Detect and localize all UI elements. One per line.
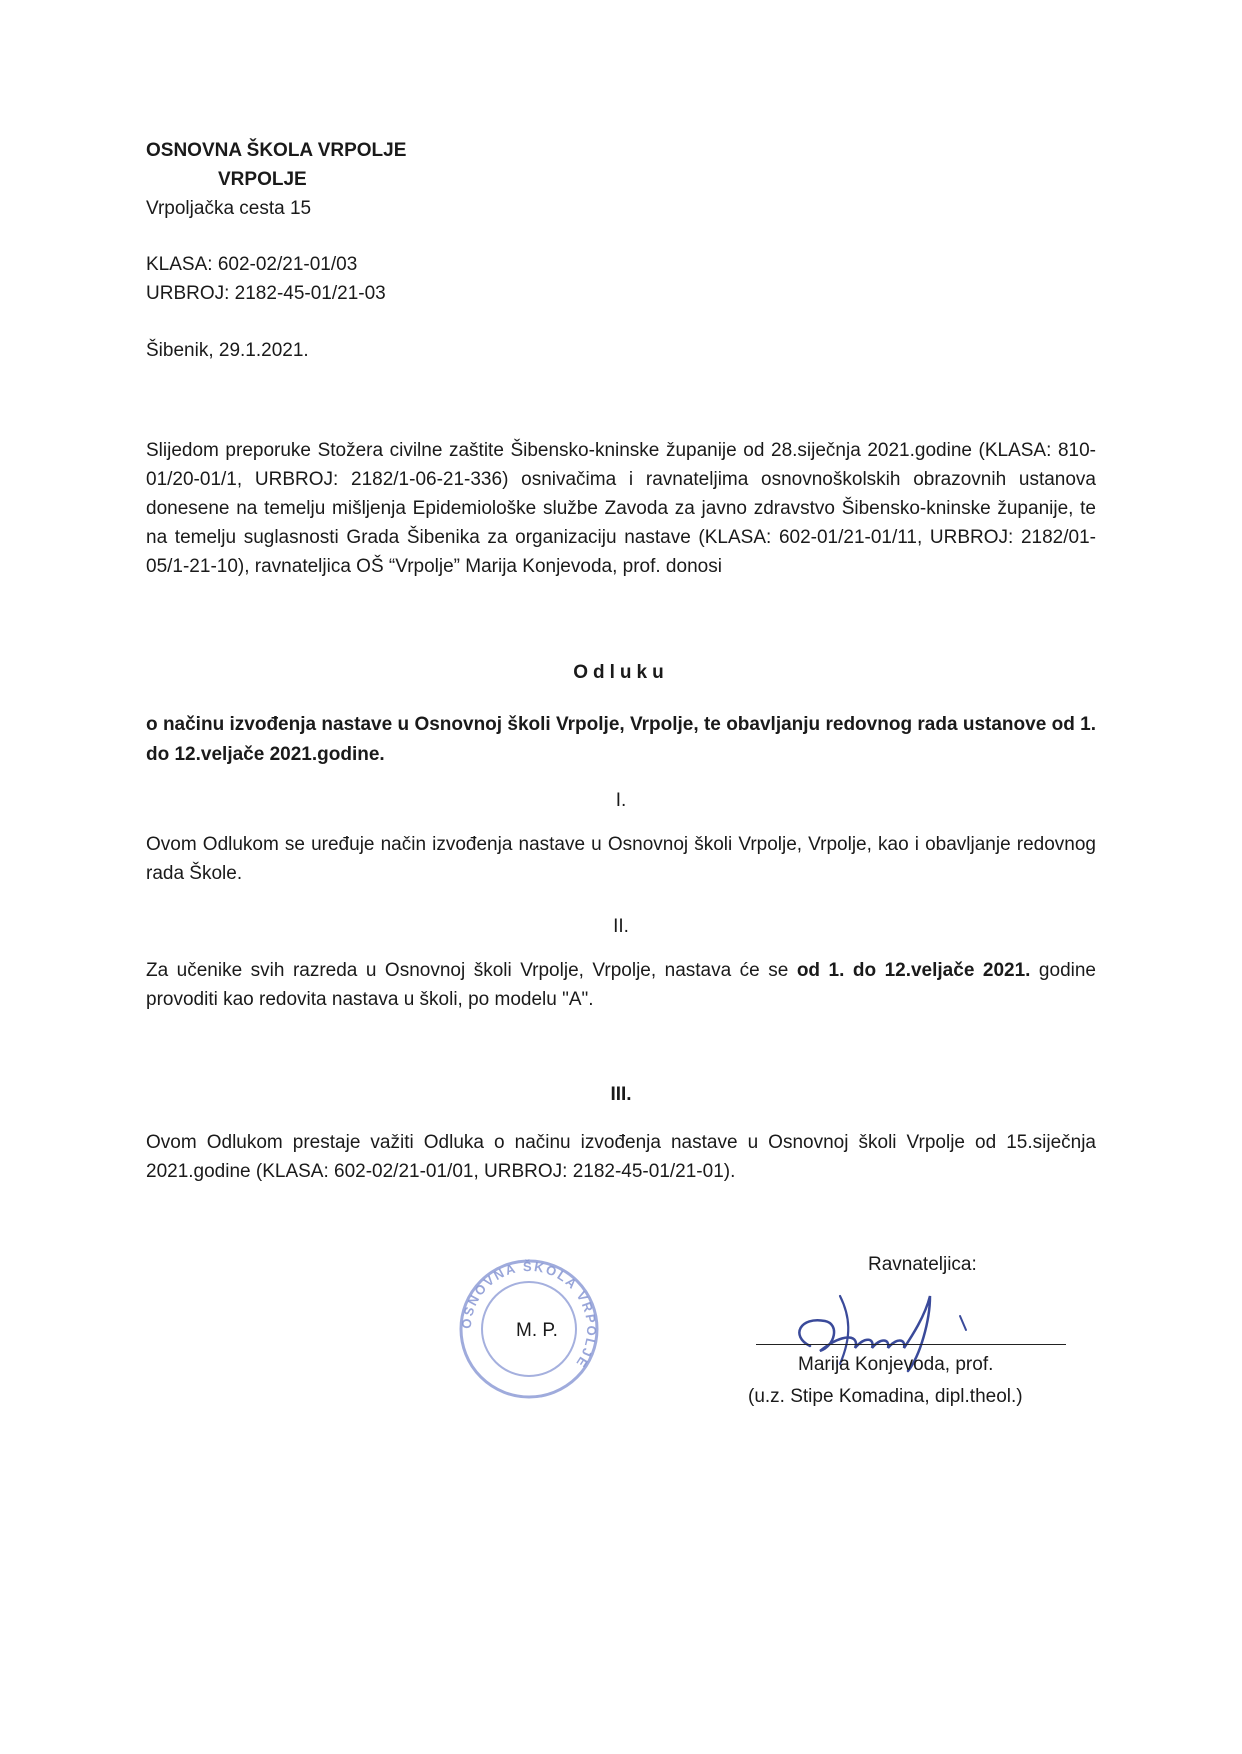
signature-line — [756, 1344, 1066, 1345]
klasa-number: KLASA: 602-02/21-01/03 — [146, 254, 358, 275]
intro-paragraph: Slijedom preporuke Stožera civilne zaštite Šibensko-kninske županije od 28.siječnja 2021.godine (KLASA: 810-01/20-01/1, URBROJ: 2182/1-06-21-336) osnivačima i ravnateljima osnovnoškolskih obrazovnih ustanova donesene na temelju mišljenja Epidemiološke službe Zavoda za javno zdravstvo Šibensko-kninske županije, te na temelju suglasnosti Grada Šibenika za organizaciju nastave (KLASA: 602-01/21-01/11, URBROJ: 2182/01-05/1-21-10), ravnateljica OŠ “Vrpolje” Marija Konjevoda, prof. donosi — [146, 440, 1096, 577]
letterhead — [146, 136, 406, 223]
decision-subtitle: o načinu izvođenja nastave u Osnovnoj školi Vrpolje, Vrpolje, te obavljanju redovnog rada ustanove od 1. do 12.veljače 2021.godine. — [146, 714, 1096, 765]
section-2-text-dates: od 1. do 12.veljače 2021. — [796, 960, 1031, 981]
stamp-label: M. P. — [516, 1320, 558, 1341]
section-2-text-after: godine provoditi kao redovita nastava u školi, po modelu "A". — [146, 960, 1096, 1010]
section-2-number: II. — [613, 916, 629, 937]
school-address: Vrpoljačka cesta 15 — [146, 198, 312, 219]
section-3-number: III. — [610, 1084, 632, 1105]
section-1-text: Ovom Odlukom se uređuje način izvođenja nastave u Osnovnoj školi Vrpolje, Vrpolje, kao i obavljanje redovnog rada Škole. — [146, 834, 1096, 884]
school-name: OSNOVNA ŠKOLA VRPOLJE — [146, 140, 407, 161]
school-town: VRPOLJE — [218, 169, 307, 190]
reference-block — [146, 250, 386, 308]
signatory-substitute: (u.z. Stipe Komadina, dipl.theol.) — [748, 1386, 1023, 1407]
signatory-role: Ravnateljica: — [868, 1254, 977, 1275]
document-date: Šibenik, 29.1.2021. — [146, 340, 309, 361]
section-2-text-before: Za učenike svih razreda u Osnovnoj školi Vrpolje, Vrpolje, nastava će se — [146, 960, 797, 981]
section-2-text — [146, 956, 1096, 1014]
svg-text:OSNOVNA ŠKOLA VRPOLJE — [459, 1259, 599, 1371]
section-3-text: Ovom Odlukom prestaje važiti Odluka o načinu izvođenja nastave u Osnovnoj školi Vrpolje od 15.siječnja 2021.godine (KLASA: 602-02/21-01/01, URBROJ: 2182-45-01/21-01). — [146, 1132, 1096, 1182]
urbroj-number: URBROJ: 2182-45-01/21-03 — [146, 283, 386, 304]
decision-title: Odluku — [573, 662, 669, 683]
stamp-ring-text: OSNOVNA ŠKOLA VRPOLJE — [458, 1258, 600, 1372]
signatory-name: Marija Konjevoda, prof. — [798, 1354, 994, 1375]
section-1-number: I. — [615, 790, 627, 811]
